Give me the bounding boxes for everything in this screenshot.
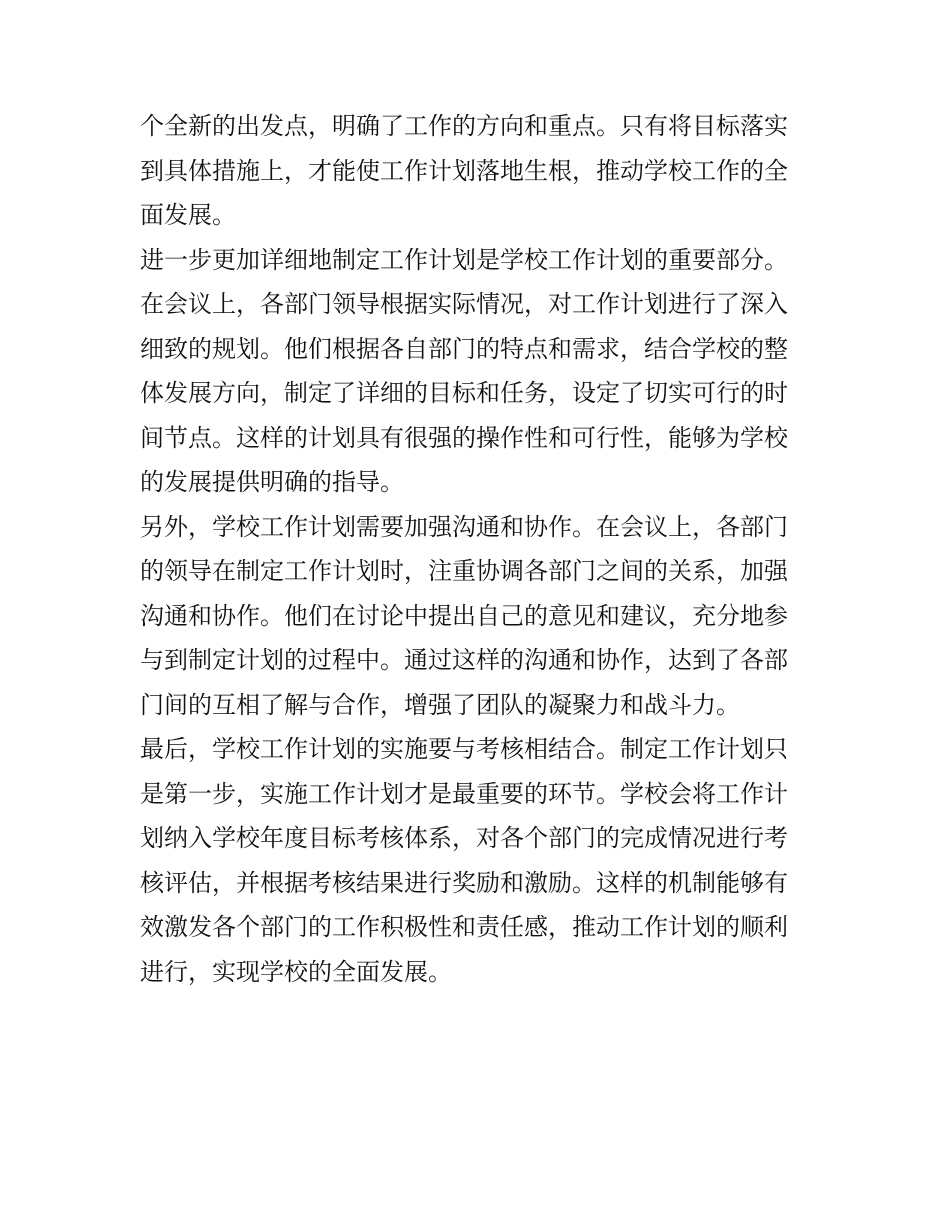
text-line: 面发展。 [140, 201, 236, 229]
text-line: 的领导在制定工作计划时，注重协调各部门之间的关系，加强 [140, 557, 788, 585]
text-line: 间节点。这样的计划具有很强的操作性和可行性，能够为学校 [140, 423, 788, 452]
text-line: 细致的规划。他们根据各自部门的特点和需求，结合学校的整 [140, 334, 788, 363]
text-line: 在会议上，各部门领导根据实际情况，对工作计划进行了深入 [140, 290, 788, 318]
text-line: 效激发各个部门的工作积极性和责任感，推动工作计划的顺利 [140, 913, 788, 941]
text-line: 与到制定计划的过程中。通过这样的沟通和协作，达到了各部 [140, 646, 788, 674]
text-line: 最后，学校工作计划的实施要与考核相结合。制定工作计划只 [140, 735, 788, 763]
text-line: 沟通和协作。他们在讨论中提出自己的意见和建议，充分地参 [140, 601, 788, 630]
text-line: 进一步更加详细地制定工作计划是学校工作计划的重要部分。 [140, 245, 788, 274]
body-text [140, 104, 812, 994]
text-line: 是第一步，实施工作计划才是最重要的环节。学校会将工作计 [140, 779, 788, 808]
text-line: 个全新的出发点，明确了工作的方向和重点。只有将目标落实 [140, 112, 788, 140]
text-line: 划纳入学校年度目标考核体系，对各个部门的完成情况进行考 [140, 824, 788, 852]
text-line: 进行，实现学校的全面发展。 [140, 957, 452, 986]
text-line: 门间的互相了解与合作，增强了团队的凝聚力和战斗力。 [140, 690, 740, 719]
text-line: 到具体措施上，才能使工作计划落地生根，推动学校工作的全 [140, 156, 788, 185]
text-line: 体发展方向，制定了详细的目标和任务，设定了切实可行的时 [140, 379, 788, 407]
text-line: 另外，学校工作计划需要加强沟通和协作。在会议上，各部门 [140, 512, 788, 541]
text-line: 核评估，并根据考核结果进行奖励和激励。这样的机制能够有 [140, 868, 788, 897]
text-line: 的发展提供明确的指导。 [140, 468, 404, 496]
